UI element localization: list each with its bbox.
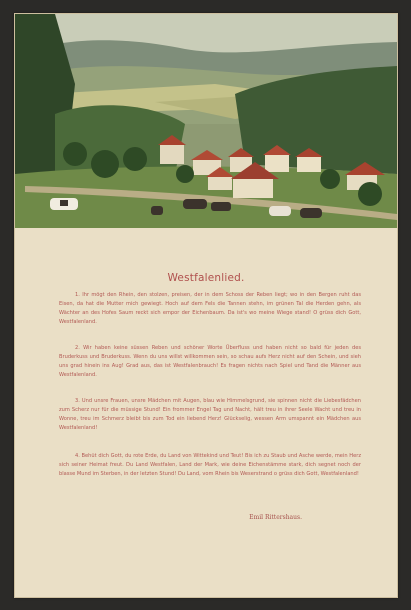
verse-3: 3. Und unsre Frauen, unsre Mädchen mit Augen, blau wie Himmelsgrund, sie spinnen nicht die Liebesfädchen zum Scherz nur für die müssige Stund! Ein frommer Engel Tag und Nacht, hält treu in ihrer Seele Wacht und treu in Wonne, treu im Schmerz bleibt bis zum Tod ein liebend Herz! Glückselig, wessen Arm umspannt ein Mädchen aus Westfalenland! [59,398,361,431]
poem-author: Emil Rittershaus. [249,514,302,521]
landscape-illustration [15,14,397,228]
poem-section [15,228,397,597]
village-scene [15,14,397,228]
poem-title: Westfalenlied. [167,272,245,284]
verse-1: 1. Ihr mögt den Rhein, den stolzen, preisen, der in dem Schoss der Reben liegt; wo in den Bergen ruht das Eisen, da hat die Mutter mich gewiegt. Hoch auf dem Fels die Tannen stehn, im grünen Tal die Herden gehn, als Wächter an des Hofes Saum reckt sich empor der Eichenbaum. Da ist's wo meine Wiege stand! O grüss dich Gott, Westfalenland. [59,292,361,325]
verse-2: 2. Wir haben keine süssen Reben und schöner Worte Überfluss und haben nicht so bald für jeden des Bruderkuss und Bruderkuss. Wenn du uns willst willkommen sein, so schau aufs Herz nicht auf den Schein, und sieh uns grad hinein ins Aug! Grad aus, das ist Westfalenbrauch! Es fragen nichts nach Spiel und Tand die Männer aus Westfalenland. [59,345,361,378]
verse-4: 4. Behüt dich Gott, du rote Erde, du Land von Wittekind und Teut! Bis ich zu Staub und Asche werde, mein Herz sich seiner Heimat freut. Du Land Westfalen, Land der Mark, wie deine Eichenstämme stark, dich segnet noch der blasse Mund im Sterben, in der letzten Stund! Du Land, vom Rhein bis Weserstrand o grüss dich Gott, Westfalenland! [59,453,361,477]
postcard [14,13,398,598]
